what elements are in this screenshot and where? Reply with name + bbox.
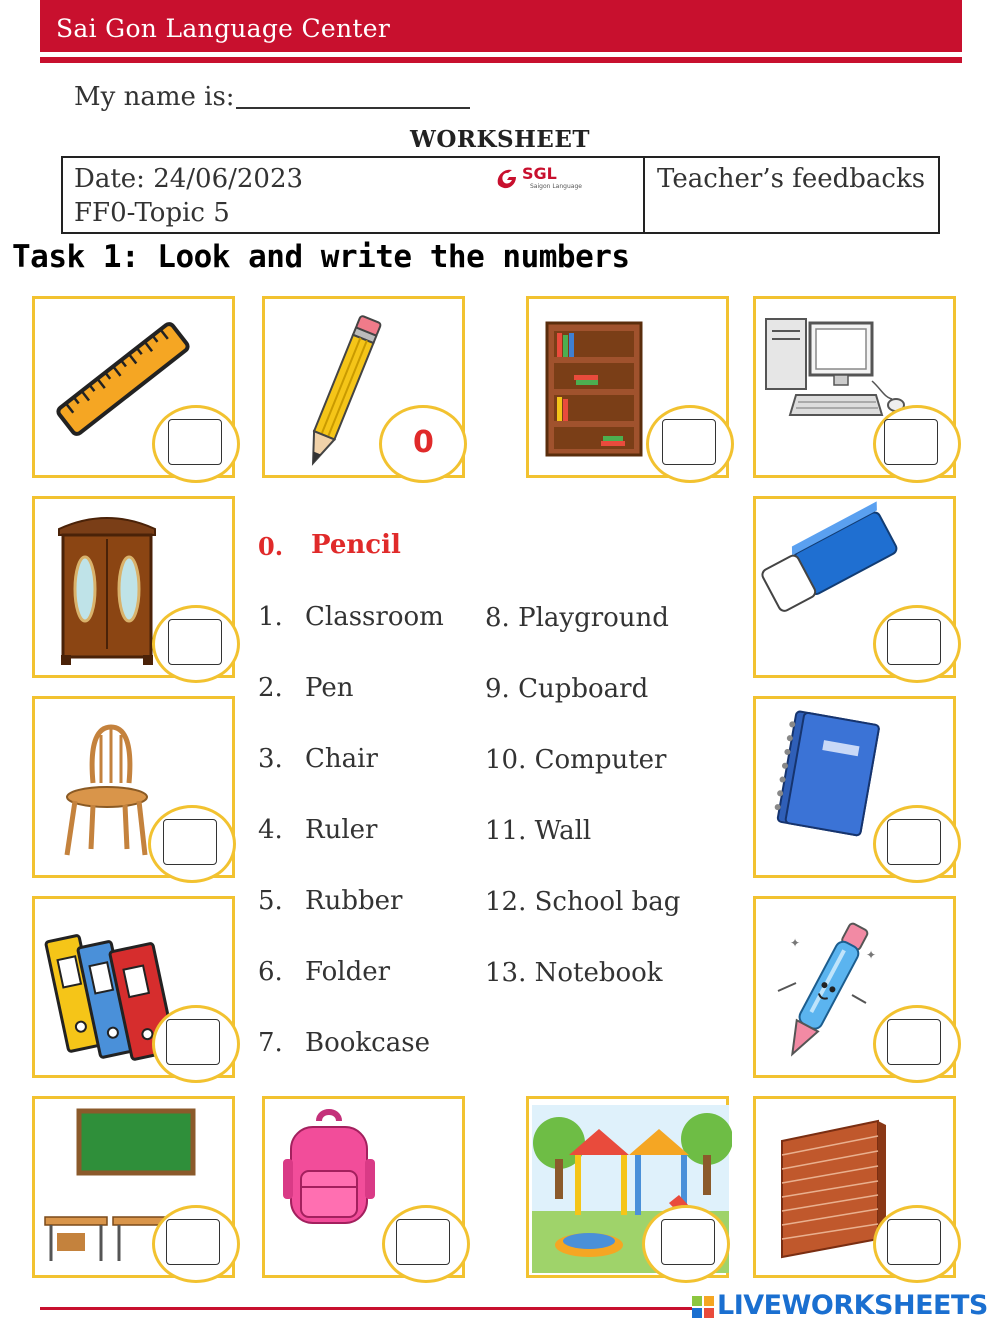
sgl-logo — [494, 162, 594, 192]
picture-card-bookcase — [526, 296, 729, 478]
topic-text: FF0-Topic 5 — [74, 198, 230, 228]
example-answer: 0 — [413, 425, 434, 460]
word-item: 8. Playground — [485, 603, 669, 633]
svg-text:✦: ✦ — [866, 948, 877, 962]
picture-card-playground — [526, 1096, 729, 1278]
picture-card-wall — [753, 1096, 956, 1278]
name-input-line[interactable] — [236, 107, 470, 109]
answer-box-computer[interactable] — [884, 419, 938, 465]
word-item: Folder — [305, 957, 391, 987]
word-number: 3. — [258, 744, 283, 774]
svg-text:✦: ✦ — [790, 936, 801, 950]
answer-box-pen[interactable] — [887, 1019, 941, 1065]
date-text: Date: 24/06/2023 — [74, 164, 304, 194]
footer-divider — [40, 1307, 692, 1310]
word-item: 12. School bag — [485, 887, 681, 917]
word-item: Chair — [305, 744, 378, 774]
picture-card-notebook — [753, 696, 956, 878]
svg-text:SGL: SGL — [522, 164, 557, 183]
answer-box-bookcase[interactable] — [662, 419, 716, 465]
picture-card-ruler — [32, 296, 235, 478]
word-item: Rubber — [305, 886, 403, 916]
name-label: My name is: — [74, 82, 235, 112]
word-number: 5. — [258, 886, 283, 916]
word-item: Bookcase — [305, 1028, 430, 1058]
answer-box-wall[interactable] — [887, 1219, 941, 1265]
word-item: 9. Cupboard — [485, 674, 649, 704]
svg-text:Saigon Language: Saigon Language — [530, 183, 582, 190]
answer-box-chair[interactable] — [163, 819, 217, 865]
answer-box-school-bag[interactable] — [396, 1219, 450, 1265]
word-number: 2. — [258, 673, 283, 703]
word-item: Classroom — [305, 602, 444, 632]
picture-card-folder — [32, 896, 235, 1078]
word-item: Ruler — [305, 815, 378, 845]
teacher-feedback-label: Teacher’s feedbacks — [657, 164, 926, 194]
word-item: 13. Notebook — [485, 958, 663, 988]
liveworksheets-logo — [692, 1290, 988, 1321]
header-divider — [40, 57, 962, 63]
picture-card-pencil — [262, 296, 465, 478]
header-title: Sai Gon Language Center — [56, 14, 391, 43]
picture-card-cupboard — [32, 496, 235, 678]
example-word: Pencil — [311, 530, 401, 560]
answer-box-rubber[interactable] — [887, 619, 941, 665]
answer-box-cupboard[interactable] — [168, 619, 222, 665]
answer-box-folder[interactable] — [166, 1019, 220, 1065]
word-item: Pen — [305, 673, 354, 703]
picture-card-chair — [32, 696, 235, 878]
picture-card-school-bag — [262, 1096, 465, 1278]
word-item: 11. Wall — [485, 816, 592, 846]
picture-card-classroom — [32, 1096, 235, 1278]
answer-box-notebook[interactable] — [887, 819, 941, 865]
answer-box-classroom[interactable] — [166, 1219, 220, 1265]
answer-box-ruler[interactable] — [168, 419, 222, 465]
word-number: 1. — [258, 602, 283, 632]
worksheet-title: WORKSHEET — [410, 126, 590, 153]
picture-card-computer — [753, 296, 956, 478]
live-icon — [692, 1296, 714, 1318]
picture-card-pen — [753, 896, 956, 1078]
task-title: Task 1: Look and write the numbers — [12, 239, 630, 275]
answer-box-playground[interactable] — [661, 1219, 715, 1265]
picture-card-rubber — [753, 496, 956, 678]
word-number: 7. — [258, 1028, 283, 1058]
word-number: 6. — [258, 957, 283, 987]
word-number: 4. — [258, 815, 283, 845]
word-item: 10. Computer — [485, 745, 667, 775]
info-table-divider — [643, 156, 645, 234]
example-number: 0. — [258, 532, 284, 561]
footer-brand-text: LIVEWORKSHEETS — [717, 1290, 988, 1321]
